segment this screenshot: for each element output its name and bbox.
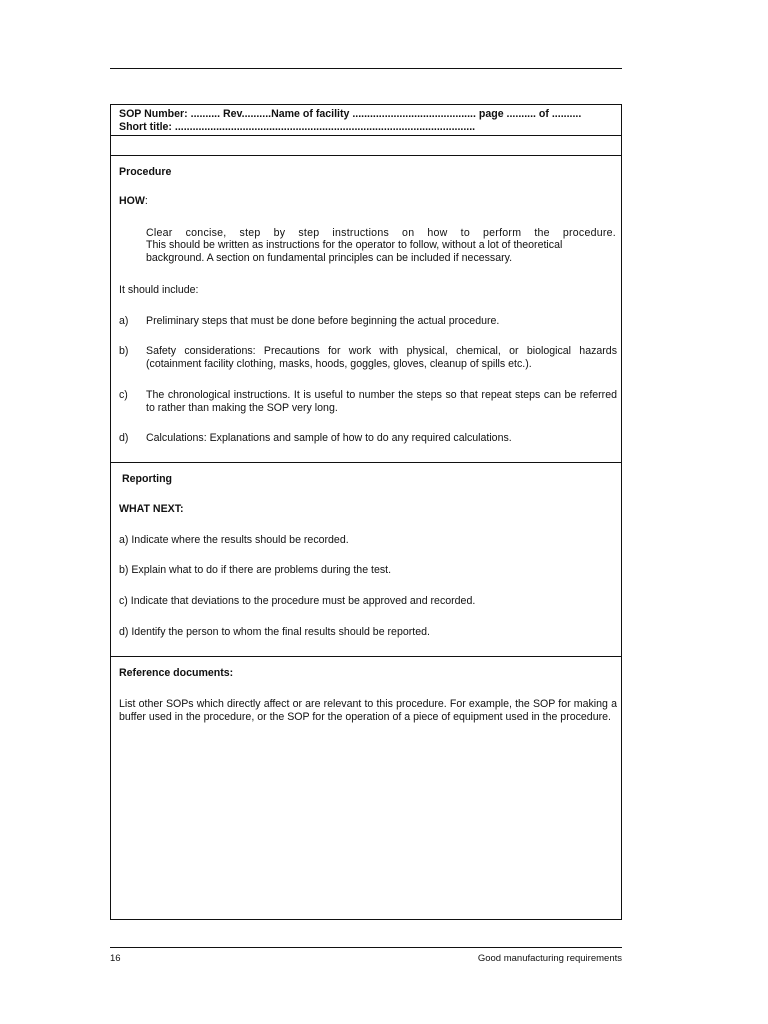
divider	[111, 656, 621, 657]
list-marker: c)	[119, 389, 128, 401]
list-item: b) Explain what to do if there are problems during the test.	[119, 564, 392, 576]
footer-rule	[110, 947, 622, 948]
short-title-line: Short title: ......................................................................................................	[119, 121, 476, 133]
what-next-label: WHAT NEXT:	[119, 503, 184, 515]
include-label: It should include:	[119, 284, 199, 296]
list-item: Calculations: Explanations and sample of how to do any required calculations.	[146, 432, 512, 444]
list-item: Preliminary steps that must be done before beginning the actual procedure.	[146, 315, 500, 327]
divider	[111, 155, 621, 156]
list-marker: b)	[119, 345, 129, 357]
list-item: d) Identify the person to whom the final results should be reported.	[119, 626, 430, 638]
divider	[111, 135, 621, 136]
how-intro-text: This should be written as instructions for the operator to follow, without a lot of theoretical background. A section on fundamental principles can be included if necessary.	[146, 239, 563, 264]
list-marker: a)	[119, 315, 129, 327]
how-label-colon: :	[144, 195, 148, 207]
list-marker: d)	[119, 432, 129, 444]
page-number: 16	[110, 953, 121, 964]
sop-header-line: SOP Number: .......... Rev..........Name of facility .......................................... page .......... of ..........	[119, 108, 582, 120]
sop-form	[110, 104, 622, 920]
list-item: a) Indicate where the results should be recorded.	[119, 534, 349, 546]
how-label-text: HOW	[119, 195, 145, 207]
list-item: c) Indicate that deviations to the procedure must be approved and recorded.	[119, 595, 476, 607]
reference-text: List other SOPs which directly affect or are relevant to this procedure. For example, the SOP for making a buffer used in the procedure, or the SOP for the operation of a piece of equipment used in the procedure.	[119, 698, 617, 723]
reference-heading: Reference documents:	[119, 667, 234, 679]
how-label	[119, 195, 148, 208]
list-item: The chronological instructions. It is useful to number the steps so that repeat steps can be referred to rather than making the SOP very long.	[146, 389, 617, 414]
procedure-heading: Procedure	[119, 166, 172, 178]
document-title: Good manufacturing requirements	[477, 953, 622, 964]
how-intro-first-line: Clear concise, step by step instructions on how to perform the procedure.	[146, 227, 616, 239]
header-rule	[110, 68, 622, 69]
list-item: Safety considerations: Precautions for work with physical, chemical, or biological hazards (cotainment facility clothing, masks, hoods, goggles, gloves, cleanup of spills etc.).	[146, 345, 617, 370]
reporting-heading: Reporting	[122, 473, 173, 485]
divider	[111, 462, 621, 463]
